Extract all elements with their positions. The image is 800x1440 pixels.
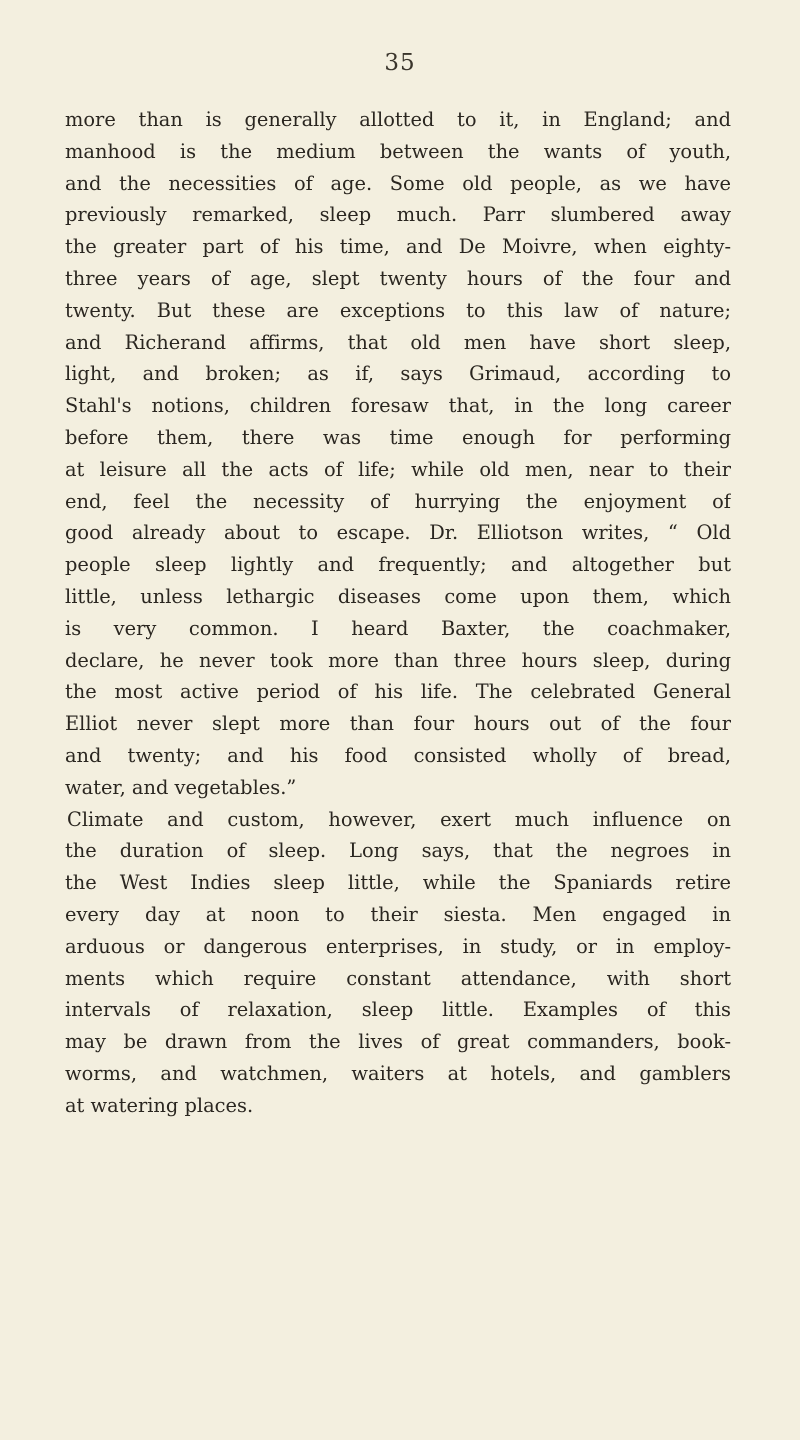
text-line: little, unless lethargic diseases come upon them, which	[65, 584, 731, 608]
text-line: the most active period of his life. The celebrated General	[65, 680, 731, 704]
text-line: ments which require constant attendance, with short	[65, 966, 731, 990]
text-line: light, and broken; as if, says Grimaud, according to	[65, 362, 731, 386]
text-line: the duration of sleep. Long says, that the negroes in	[65, 839, 731, 863]
text-line: declare, he never took more than three hours sleep, during	[65, 648, 731, 672]
text-line: may be drawn from the lives of great commanders, book-	[65, 1030, 731, 1054]
text-line: Stahl's notions, children foresaw that, in the long career	[65, 394, 731, 418]
text-line: previously remarked, sleep much. Parr slumbered away	[65, 203, 731, 227]
text-line: twenty. But these are exceptions to this law of nature;	[65, 298, 731, 322]
text-line: every day at noon to their siesta. Men engaged in	[65, 902, 731, 926]
text-line: worms, and watchmen, waiters at hotels, and gamblers	[65, 1061, 731, 1085]
text-line: and twenty; and his food consisted wholly of bread,	[65, 743, 731, 767]
text-line: is very common. I heard Baxter, the coachmaker,	[65, 616, 731, 640]
text-line: and Richerand affirms, that old men have short sleep,	[65, 330, 731, 354]
text-line: end, feel the necessity of hurrying the enjoyment of	[65, 489, 731, 513]
text-line: at leisure all the acts of life; while old men, near to their	[65, 457, 731, 481]
page-number: 35	[384, 50, 416, 76]
text-line: water, and vegetables.”	[65, 775, 297, 799]
text-line: and the necessities of age. Some old people, as we have	[65, 171, 731, 195]
text-line: intervals of relaxation, sleep little. Examples of this	[65, 998, 731, 1022]
body-text	[65, 104, 731, 1122]
text-line: at watering places.	[65, 1093, 254, 1117]
text-line: people sleep lightly and frequently; and altogether but	[65, 553, 731, 577]
text-line: good already about to escape. Dr. Elliotson writes, “ Old	[65, 521, 731, 545]
text-line: manhood is the medium between the wants of youth,	[65, 139, 731, 163]
text-line: arduous or dangerous enterprises, in study, or in employ-	[65, 934, 731, 958]
text-line: the West Indies sleep little, while the Spaniards retire	[65, 871, 731, 895]
text-line: before them, there was time enough for performing	[65, 425, 731, 449]
text-line: three years of age, slept twenty hours of the four and	[65, 266, 731, 290]
text-line: the greater part of his time, and De Moivre, when eighty-	[65, 235, 731, 259]
text-line: more than is generally allotted to it, in England; and	[65, 108, 731, 131]
text-line: Climate and custom, however, exert much influence on	[67, 807, 731, 831]
text-line: Elliot never slept more than four hours out of the four	[65, 712, 731, 736]
